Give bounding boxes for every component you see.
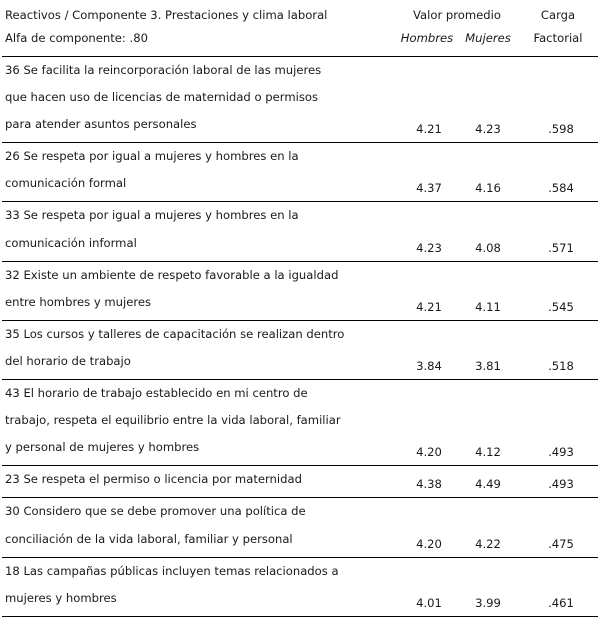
hombres-value: 3.84 <box>416 359 442 374</box>
item-text-line: conciliación de la vida laboral, familiar y personal <box>5 531 293 546</box>
item-text-line: 36 Se facilita la reincorporación laboral de las mujeres <box>5 63 322 77</box>
item-text-line: 26 Se respeta por igual a mujeres y hombres en la <box>5 149 299 164</box>
carga-value: .493 <box>548 445 574 460</box>
header-row-2 <box>2 31 598 57</box>
hombres-value: 4.20 <box>416 445 442 460</box>
carga-value: .584 <box>548 181 574 196</box>
table-row <box>2 261 598 320</box>
item-text-line: que hacen uso de licencias de maternidad o permisos <box>5 90 319 105</box>
mujeres-value: 4.49 <box>475 477 501 492</box>
mujeres-value: 4.23 <box>475 122 501 137</box>
mujeres-value: 4.22 <box>475 536 501 551</box>
item-text-line: 32 Existe un ambiente de respeto favorable a la igualdad <box>5 267 339 282</box>
carga-value: .493 <box>548 477 574 492</box>
carga-value: .545 <box>548 299 574 314</box>
item-text <box>2 320 396 379</box>
component-title: Reactivos / Componente 3. Prestaciones y clima laboral <box>5 8 328 22</box>
header-row-1 <box>2 2 598 31</box>
table-row <box>2 202 598 261</box>
mujeres-value: 3.99 <box>475 595 501 610</box>
table-row <box>2 498 598 557</box>
alpha-label: Alfa de componente: .80 <box>5 31 148 45</box>
mujeres-value: 4.12 <box>475 445 501 460</box>
mujeres-value: 4.11 <box>475 299 501 314</box>
carga-value: .461 <box>548 595 574 610</box>
hombres-value: 4.38 <box>416 477 442 492</box>
carga-value: .518 <box>548 359 574 374</box>
item-text <box>2 261 396 320</box>
hombres-value: 4.21 <box>416 122 442 137</box>
item-text <box>2 498 396 557</box>
item-text-line: del horario de trabajo <box>5 353 131 368</box>
item-text <box>2 466 396 498</box>
item-text <box>2 57 396 143</box>
factorial-header: Factorial <box>533 31 583 45</box>
carga-value: .475 <box>548 536 574 551</box>
item-text-line: 30 Considero que se debe promover una política de <box>5 504 306 519</box>
item-text <box>2 202 396 261</box>
mujeres-header: Mujeres <box>465 31 511 45</box>
mujeres-value: 4.16 <box>475 181 501 196</box>
carga-value: .598 <box>548 122 574 137</box>
hombres-value: 4.01 <box>416 595 442 610</box>
mujeres-value: 4.08 <box>475 240 501 255</box>
item-text-line: 35 Los cursos y talleres de capacitación se realizan dentro <box>5 326 345 341</box>
item-text <box>2 557 396 616</box>
hombres-value: 4.20 <box>416 536 442 551</box>
table-row <box>2 466 598 498</box>
carga-value: .571 <box>548 240 574 255</box>
item-text-line: comunicación formal <box>5 176 127 191</box>
item-text-line: mujeres y hombres <box>5 590 117 605</box>
item-text <box>2 143 396 202</box>
table-row <box>2 380 598 466</box>
table-row <box>2 320 598 379</box>
carga-header: Carga <box>540 8 576 22</box>
hombres-header: Hombres <box>400 31 454 45</box>
item-text-line: 18 Las campañas públicas incluyen temas relacionados a <box>5 563 339 578</box>
valor-promedio-header: Valor promedio <box>413 8 501 22</box>
item-text-line: para atender asuntos personales <box>5 117 197 132</box>
item-text-line: entre hombres y mujeres <box>5 294 152 309</box>
item-text-line: y personal de mujeres y hombres <box>5 440 200 455</box>
factor-table <box>2 2 598 617</box>
table-row <box>2 557 598 616</box>
item-text-line: 23 Se respeta el permiso o licencia por maternidad <box>5 472 302 487</box>
item-text-line: comunicación informal <box>5 235 137 250</box>
item-text-line: trabajo, respeta el equilibrio entre la vida laboral, familiar <box>5 413 341 428</box>
hombres-value: 4.37 <box>416 181 442 196</box>
item-text-line: 43 El horario de trabajo establecido en mi centro de <box>5 386 308 401</box>
table-row <box>2 143 598 202</box>
hombres-value: 4.23 <box>416 240 442 255</box>
table-row <box>2 57 598 143</box>
hombres-value: 4.21 <box>416 299 442 314</box>
item-text <box>2 380 396 466</box>
mujeres-value: 3.81 <box>475 359 501 374</box>
item-text-line: 33 Se respeta por igual a mujeres y hombres en la <box>5 208 299 223</box>
